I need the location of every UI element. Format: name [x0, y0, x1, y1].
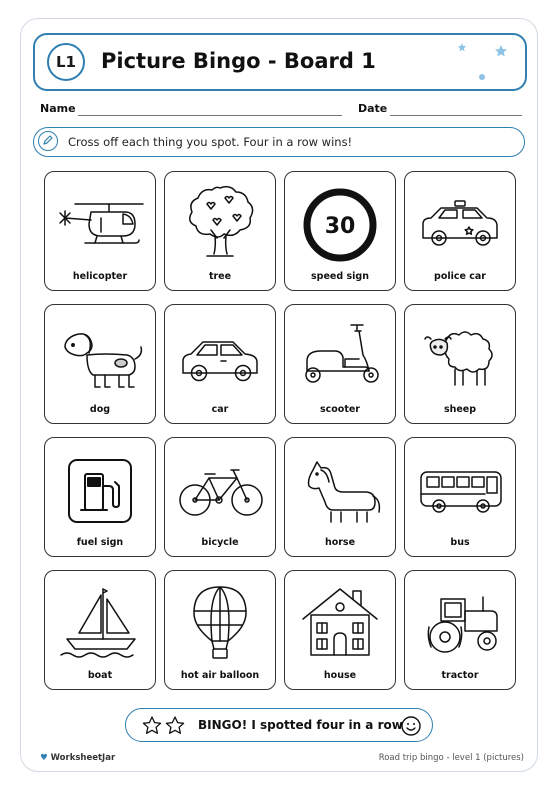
card-label: sheep	[443, 404, 477, 415]
bingo-card-helicopter[interactable]	[44, 171, 156, 291]
bingo-text: BINGO! I spotted four in a row	[198, 718, 403, 732]
bingo-banner	[125, 708, 433, 742]
helicopter-icon	[51, 178, 149, 264]
bingo-card-bus[interactable]	[404, 437, 516, 557]
horse-icon	[291, 444, 389, 530]
bingo-card-car[interactable]	[164, 304, 276, 424]
tree-icon	[171, 178, 269, 264]
bingo-card-dog[interactable]	[44, 304, 156, 424]
bingo-card-fuel-sign[interactable]	[44, 437, 156, 557]
bingo-card-police-car[interactable]	[404, 171, 516, 291]
card-label: police car	[434, 271, 486, 282]
card-label: tree	[208, 271, 232, 282]
instruction-bar	[33, 127, 525, 157]
bingo-card-house[interactable]	[284, 570, 396, 690]
card-label: hot air balloon	[180, 670, 260, 681]
bingo-card-tree[interactable]	[164, 171, 276, 291]
smiley-icon	[400, 715, 422, 737]
card-label: car	[211, 404, 229, 415]
page-title: Picture Bingo - Board 1	[101, 49, 376, 73]
pencil-icon	[38, 131, 58, 151]
house-icon	[291, 577, 389, 663]
bicycle-icon	[171, 444, 269, 530]
instruction-text: Cross off each thing you spot. Four in a row wins!	[68, 135, 353, 149]
car-icon	[171, 311, 269, 397]
card-label: boat	[87, 670, 113, 681]
bingo-card-hot-air-balloon[interactable]	[164, 570, 276, 690]
dog-icon	[51, 311, 149, 397]
bingo-card-horse[interactable]	[284, 437, 396, 557]
brand-logo	[40, 753, 115, 763]
sheep-icon	[411, 311, 509, 397]
card-label: tractor	[441, 670, 479, 681]
police-car-icon	[411, 178, 509, 264]
speed-value: 30	[324, 214, 356, 239]
card-label: house	[323, 670, 357, 681]
speed-sign-icon	[291, 178, 389, 264]
card-label: speed sign	[311, 271, 369, 282]
bingo-card-bicycle[interactable]	[164, 437, 276, 557]
card-label: scooter	[319, 404, 360, 415]
star-icon	[142, 715, 188, 737]
card-label: fuel sign	[76, 537, 124, 548]
bingo-card-speed-sign[interactable]	[284, 171, 396, 291]
level-badge: L1	[47, 43, 85, 81]
heart-icon: ♥	[40, 753, 48, 763]
card-label: bicycle	[201, 537, 239, 548]
brand-name: WorksheetJar	[50, 753, 116, 763]
header-banner	[33, 33, 527, 91]
bingo-card-boat[interactable]	[44, 570, 156, 690]
name-label: Name	[40, 102, 76, 115]
hot-air-balloon-icon	[171, 577, 269, 663]
bingo-card-scooter[interactable]	[284, 304, 396, 424]
bus-icon	[411, 444, 509, 530]
bingo-card-sheep[interactable]	[404, 304, 516, 424]
bingo-card-tractor[interactable]	[404, 570, 516, 690]
star-decoration-icon	[35, 35, 529, 93]
scooter-icon	[291, 311, 389, 397]
card-label: horse	[324, 537, 356, 548]
card-label: helicopter	[72, 271, 128, 282]
date-label: Date	[358, 102, 388, 115]
tractor-icon	[411, 577, 509, 663]
date-line[interactable]	[390, 115, 522, 116]
fuel-sign-icon	[51, 444, 149, 530]
card-label: dog	[89, 404, 111, 415]
card-label: bus	[450, 537, 470, 548]
boat-icon	[51, 577, 149, 663]
footer-note: Road trip bingo - level 1 (pictures)	[378, 753, 524, 763]
name-line[interactable]	[78, 115, 342, 116]
